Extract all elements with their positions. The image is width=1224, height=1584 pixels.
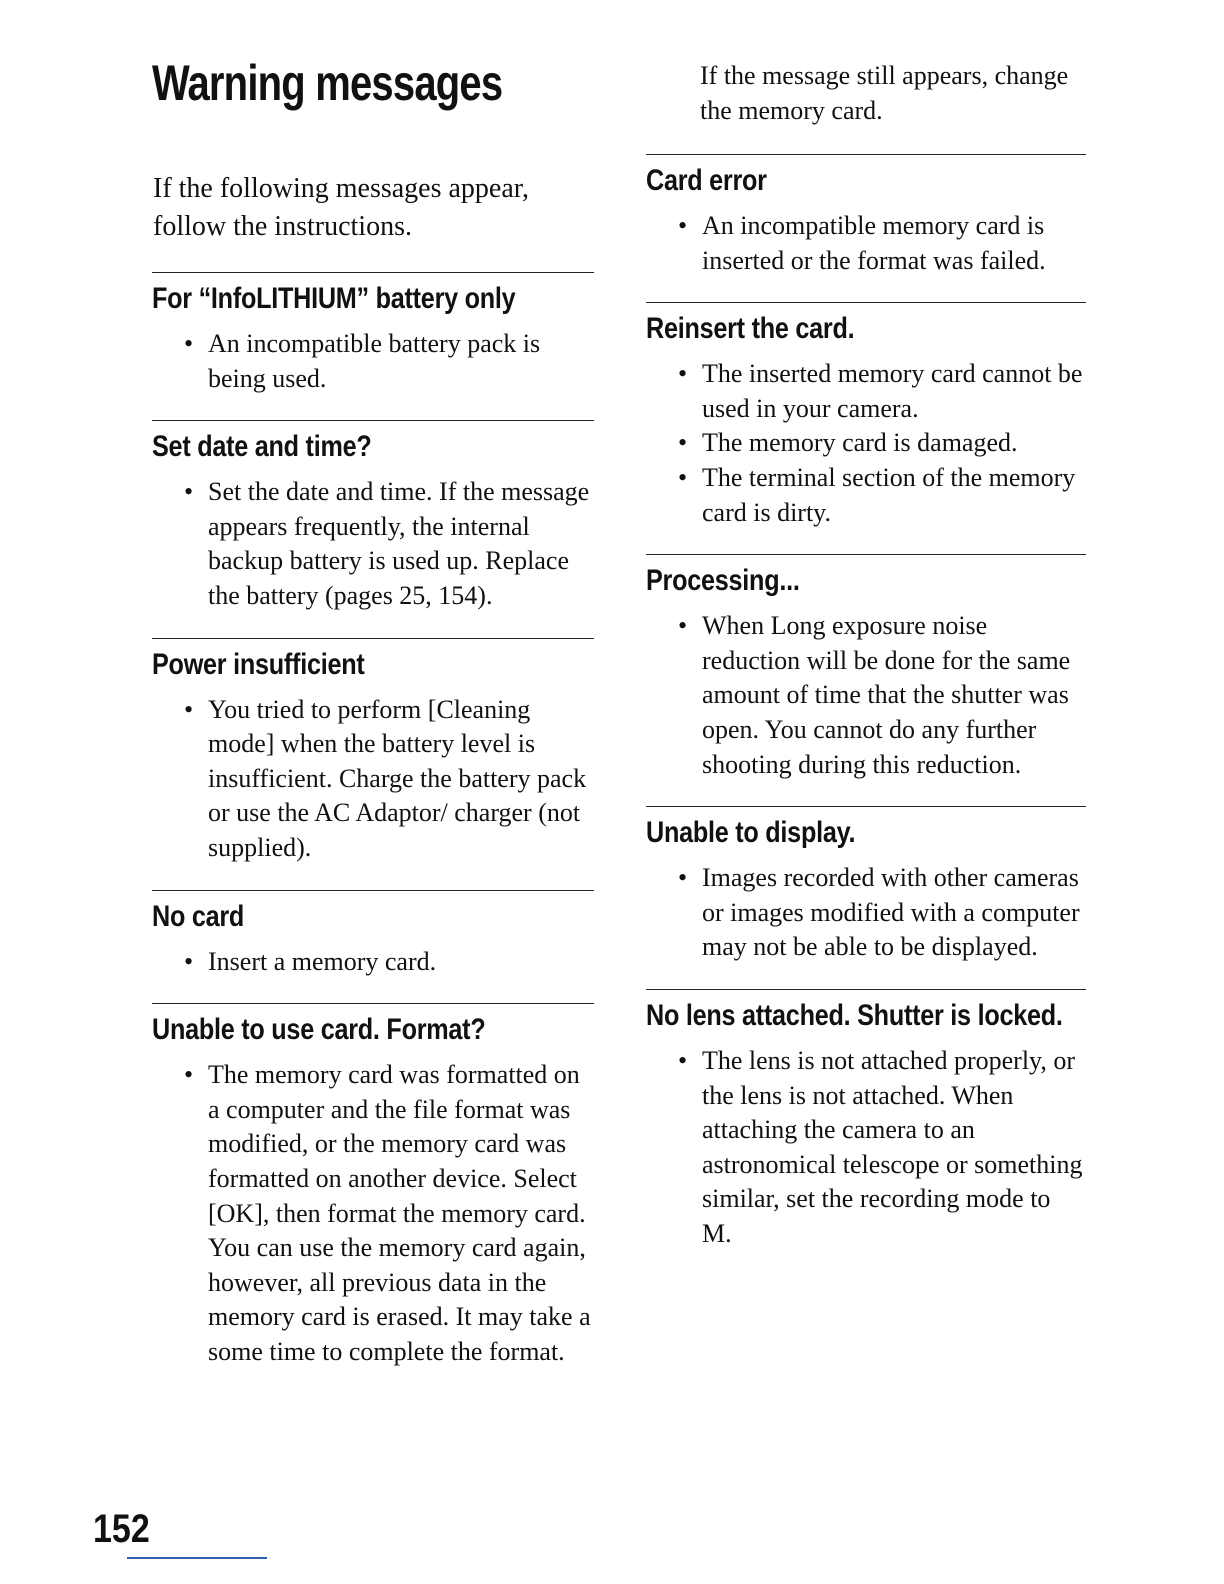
section-heading: No card (152, 899, 245, 933)
section-heading: Set date and time? (152, 430, 372, 464)
bullet-text: Set the date and time. If the message appears frequently, the internal backup battery is used up. Replace the battery (pages 25, 154). (208, 477, 590, 610)
bullet-text: Insert a memory card. (208, 946, 437, 976)
bullet-list (646, 1044, 1086, 1252)
warning-section (152, 1003, 594, 1369)
bullet-text: The memory card was formatted on a computer and the file format was modified, or the memory card was formatted on another device. Select [OK], then format the memory card. You can use the memory card again, however, all previous data in the memory card is erased. It may take a some time to complete the format. (208, 1060, 591, 1366)
bullet-icon: • (184, 694, 194, 724)
warning-section (646, 806, 1086, 965)
warning-section (152, 890, 594, 980)
section-heading: Reinsert the card. (646, 312, 855, 346)
section-heading: Card error (646, 164, 767, 197)
warning-section (646, 302, 1086, 530)
bullet-item (646, 1044, 1086, 1252)
warning-section (152, 638, 594, 866)
section-heading: Processing... (646, 564, 800, 598)
section-heading: Power insufficient (152, 647, 365, 681)
bullet-list (646, 861, 1086, 965)
section-heading: For “InfoLITHIUM” battery only (152, 282, 516, 315)
bullet-icon: • (678, 462, 688, 492)
left-column (152, 272, 594, 1393)
bullet-icon: • (184, 329, 194, 358)
bullet-text: Images recorded with other cameras or images modified with a computer may not be able to be displayed. (702, 863, 1080, 962)
bullet-text: The memory card is damaged. (702, 428, 1018, 458)
bullet-item (646, 461, 1086, 530)
bullet-icon: • (184, 946, 194, 976)
bullet-item (152, 327, 594, 396)
warning-section (646, 154, 1086, 278)
bullet-text: You tried to perform [Cleaning mode] when the battery level is insufficient. Charge the battery pack or use the AC Adaptor/ charger (not supplied). (208, 694, 587, 862)
warning-section (646, 554, 1086, 782)
bullet-list (152, 693, 594, 866)
section-heading: No lens attached. Shutter is locked. (646, 998, 1063, 1032)
bullet-list (646, 209, 1086, 278)
bullet-item (152, 693, 594, 866)
bullet-icon: • (678, 611, 688, 641)
page-title: Warning messages (152, 55, 503, 111)
bullet-item (646, 357, 1086, 426)
bullet-icon: • (184, 1060, 194, 1090)
bullet-text: An incompatible battery pack is being used. (208, 329, 541, 393)
bullet-text: The inserted memory card cannot be used in your camera. (702, 359, 1083, 423)
warning-section (152, 272, 594, 396)
page-number-underline (127, 1557, 267, 1559)
bullet-icon: • (678, 359, 688, 389)
warning-section (646, 989, 1086, 1252)
bullet-item (646, 426, 1086, 461)
bullet-text: The terminal section of the memory card is dirty. (702, 462, 1076, 527)
page-number: 152 (93, 1507, 150, 1551)
bullet-item (646, 209, 1086, 278)
bullet-item (152, 1058, 594, 1369)
bullet-list (152, 327, 594, 396)
bullet-icon: • (184, 477, 194, 507)
bullet-list (646, 609, 1086, 782)
section-heading: Unable to use card. Format? (152, 1013, 486, 1047)
bullet-icon: • (678, 863, 688, 893)
bullet-item (152, 475, 594, 613)
right-column (646, 58, 1086, 1275)
warning-section (152, 420, 594, 613)
bullet-icon: • (678, 211, 688, 240)
bullet-text: An incompatible memory card is inserted or the format was failed. (702, 211, 1046, 275)
bullet-list (646, 357, 1086, 530)
bullet-list (152, 475, 594, 613)
bullet-item (152, 945, 594, 980)
intro-text: If the following messages appear, follow the instructions. (153, 173, 529, 242)
bullet-item (646, 861, 1086, 965)
bullet-text: When Long exposure noise reduction will be done for the same amount of time that the shutter was open. You cannot do any further shooting during this reduction. (702, 611, 1071, 779)
continued-text: If the message still appears, change the memory card. (700, 61, 1069, 125)
bullet-list (152, 1058, 594, 1369)
section-heading: Unable to display. (646, 816, 856, 850)
bullet-text: The lens is not attached properly, or the lens is not attached. When attaching the camera to an astronomical telescope or something similar, set the recording mode to M. (702, 1045, 1083, 1248)
bullet-list (152, 945, 594, 980)
bullet-icon: • (678, 428, 688, 458)
bullet-icon: • (678, 1045, 688, 1075)
bullet-item (646, 609, 1086, 782)
